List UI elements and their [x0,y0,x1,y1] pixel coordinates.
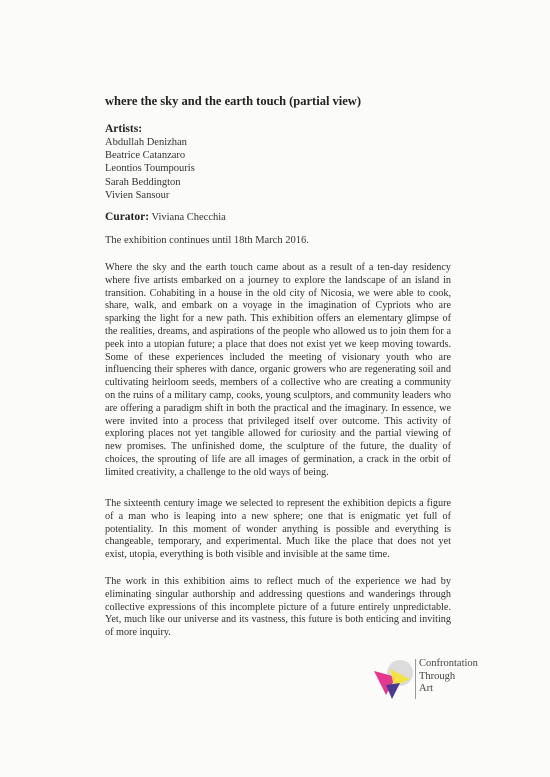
body-paragraph: Where the sky and the earth touch came about as a result of a ten-day residency where five artists embarked on a journey to explore the landscape of an island in transition. Cohabiting in a house in the old city of Nicosia, we were able to cook, share, walk, and embark on a voyage in the imagination of Cypriots who are sparking the light for a new path. This exhibition offers an elementary glimpse of the realities, dreams, and aspirations of the people who allowed us to join them for a peek into a utopian future; a place that does not exist yet we keep moving towards. Some of these experiences included the meeting of visionary youth who are influencing their spheres with dance, organic growers who are regenerating soil and cultivating heirloom seeds, members of a collective who are creating a community on the ruins of a military camp, cooks, young sculptors, and community leaders who are offering a paradigm shift in both the practical and the imaginary. In essence, we were invited into a process that privileged itself over outcome. This activity of exploring places not yet tangible allowed for curiosity and the partial viewing of new promises. The unfinished dome, the sculpture of the future, the duality of choices, the sprouting of life are all images of germination, a crack in the orbit of limited creativity, a challenge to the old ways of being. [105,262,451,478]
logo-text-line: Through [419,670,456,682]
logo-wordmark [419,658,478,696]
confrontation-through-art-logo [370,655,500,703]
body-paragraph: The work in this exhibition aims to reflect much of the experience we had by eliminating singular authorship and addressing questions and wanderings through collective expressions of this incomplete picture of a future entirely unpredictable. Yet, much like our universe and its vastness, this future is both enticing and inviting of more inquiry. [105,576,451,639]
exhibition-dates: The exhibition continues until 18th March 2016. [105,235,309,246]
artist-list [105,136,195,202]
artists-heading: Artists: [105,123,143,135]
logo-divider [415,659,416,699]
logo-text-line: Confrontation [419,658,478,669]
artist-name: Beatrice Catanzaro [105,150,186,162]
curator-line [105,211,226,223]
document-title: where the sky and the earth touch (partial view) [105,94,361,108]
curator-name: Viviana Checchia [151,212,226,223]
artist-name: Abdullah Denizhan [105,137,187,148]
curator-label: Curator: [105,211,150,223]
logo-mark-icon [370,655,416,703]
artist-name: Vivien Sansour [105,189,170,201]
artist-name: Sarah Beddington [105,176,181,188]
artist-name: Leontios Toumpouris [105,163,195,175]
logo-text-line: Art [419,683,433,694]
body-paragraph: The sixteenth century image we selected to represent the exhibition depicts a figure of a man who is leaping into a new sphere; one that is enigmatic yet full of potentiality. In this moment of wonder anything is possible and everything is changeable, temporary, and experimental. Much like the place that does not yet exist, utopia, everything is both visible and invisible at the same time. [105,498,451,561]
